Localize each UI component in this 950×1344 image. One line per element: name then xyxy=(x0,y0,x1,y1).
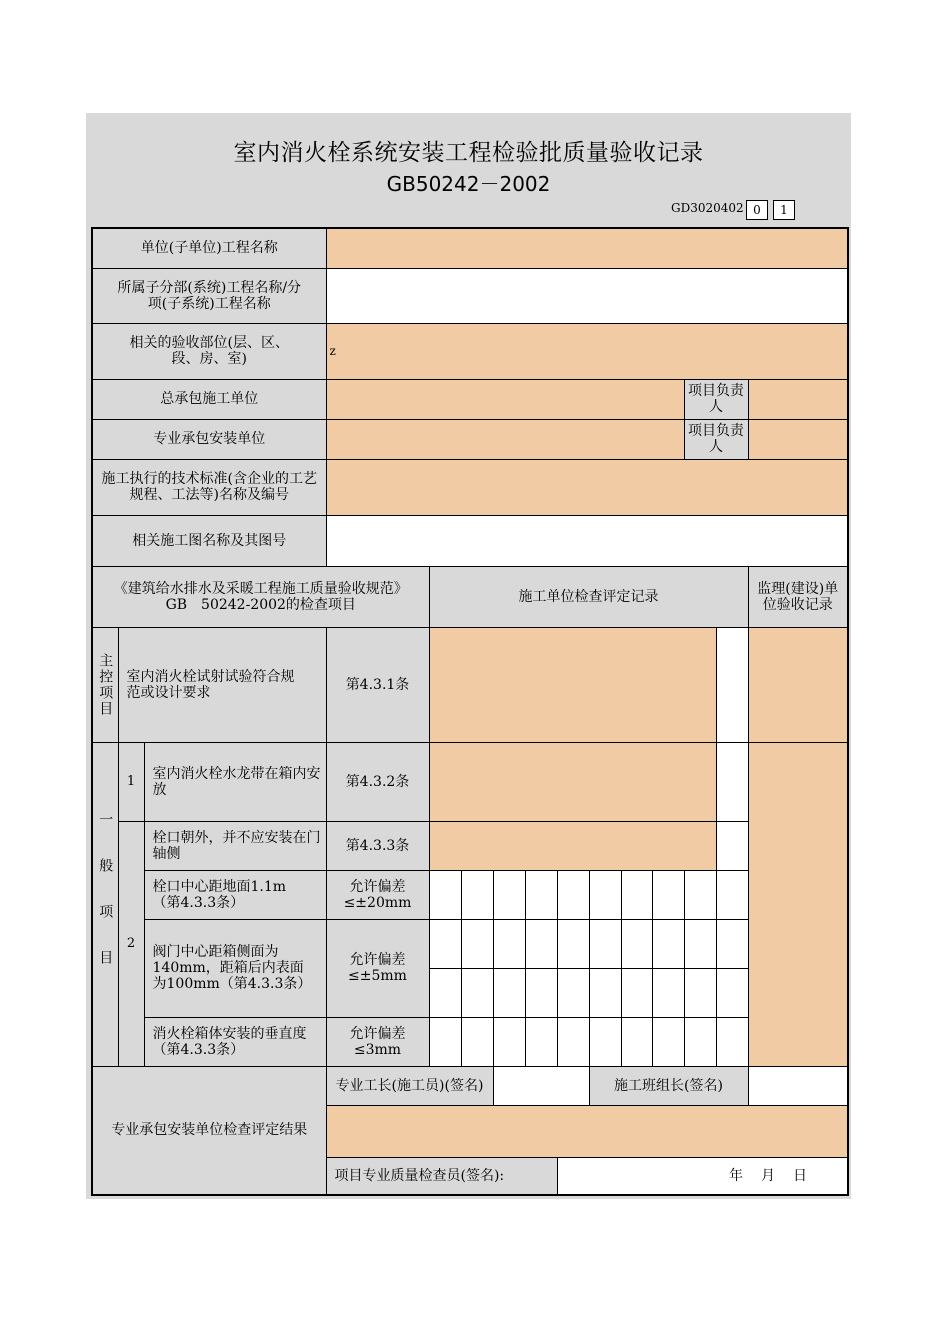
general-label: 一般项目 xyxy=(92,742,118,1066)
item-number: 2 xyxy=(118,821,144,1066)
measure-cell[interactable] xyxy=(557,919,589,968)
team-leader-label: 施工班组长(签名) xyxy=(589,1066,748,1105)
general-contractor-label: 总承包施工单位 xyxy=(92,379,326,419)
measure-cell[interactable] xyxy=(525,968,557,1017)
project-manager-field[interactable] xyxy=(748,379,848,419)
item-text: 室内消火栓水龙带在箱内安放 xyxy=(144,742,326,821)
contractor-record-header: 施工单位检查评定记录 xyxy=(429,566,748,627)
measure-cell[interactable] xyxy=(716,968,748,1017)
measure-cell[interactable] xyxy=(621,1017,652,1066)
measure-cell[interactable] xyxy=(493,968,525,1017)
measure-cell[interactable] xyxy=(684,870,716,919)
page-title: 室内消火栓系统安装工程检验批质量验收记录 xyxy=(233,140,704,166)
date-line: 年 月 日 xyxy=(729,1167,807,1184)
item-text: 消火栓箱体安装的垂直度 （第4.3.3条） xyxy=(144,1017,326,1066)
measure-cell[interactable] xyxy=(716,1017,748,1066)
measure-cell[interactable] xyxy=(429,968,461,1017)
project-manager-field-2[interactable] xyxy=(748,419,848,459)
measure-cell[interactable] xyxy=(557,870,589,919)
item-clause: 第4.3.1条 xyxy=(326,627,429,742)
inspector-label: 项目专业质量检查员(签名): xyxy=(326,1157,557,1195)
measure-cell[interactable] xyxy=(461,968,493,1017)
measure-cell[interactable] xyxy=(652,919,684,968)
measure-cell[interactable] xyxy=(493,870,525,919)
code-digit-1[interactable]: 0 xyxy=(746,200,768,220)
measure-cell[interactable] xyxy=(461,870,493,919)
measure-cell[interactable] xyxy=(716,870,748,919)
tech-standard-label: 施工执行的技术标准(含企业的工艺规程、工法等)名称及编号 xyxy=(92,459,326,515)
item-text: 栓口朝外，并不应安装在门轴侧 xyxy=(144,821,326,870)
project-manager-label-2: 项目负责人 xyxy=(684,419,748,459)
item-text: 阀门中心距箱侧面为140mm，距箱后内表面为100mm（第4.3.3条） xyxy=(144,919,326,1017)
supervisor-cell[interactable] xyxy=(748,627,848,742)
drawing-field[interactable] xyxy=(326,515,848,566)
specialty-contractor-field[interactable] xyxy=(326,419,684,459)
measure-cell[interactable] xyxy=(652,1017,684,1066)
item-clause: 第4.3.3条 xyxy=(326,821,429,870)
measure-cell[interactable] xyxy=(493,919,525,968)
measure-cell[interactable] xyxy=(621,870,652,919)
measure-cell[interactable] xyxy=(525,1017,557,1066)
item-text: 室内消火栓试射试验符合规范或设计要求 xyxy=(118,627,326,742)
measure-cell[interactable] xyxy=(652,870,684,919)
measure-cell[interactable] xyxy=(621,968,652,1017)
project-manager-label: 项目负责人 xyxy=(684,379,748,419)
result-field[interactable] xyxy=(326,1105,848,1157)
item-tolerance: 允许偏差≤±20mm xyxy=(326,870,429,919)
inspector-date-field[interactable] xyxy=(557,1157,848,1195)
measure-cell[interactable] xyxy=(621,919,652,968)
measure-cell[interactable] xyxy=(557,1017,589,1066)
form-code: GD3020402 xyxy=(671,201,744,215)
subdivision-field[interactable] xyxy=(326,268,848,323)
main-control-label: 主控项目 xyxy=(92,627,118,742)
record-cell[interactable] xyxy=(429,821,716,870)
foreman-label: 专业工长(施工员)(签名) xyxy=(326,1066,493,1105)
record-cell[interactable] xyxy=(716,742,748,821)
record-cell[interactable] xyxy=(429,627,716,742)
standard-code: GB50242－2002 xyxy=(386,172,551,196)
measure-cell[interactable] xyxy=(461,919,493,968)
inspection-form xyxy=(91,227,849,1196)
item-tolerance: 允许偏差≤3mm xyxy=(326,1017,429,1066)
measure-cell[interactable] xyxy=(525,870,557,919)
measure-cell[interactable] xyxy=(684,968,716,1017)
measure-cell[interactable] xyxy=(652,968,684,1017)
location-label: 相关的验收部位(层、区、段、房、室) xyxy=(92,323,326,379)
item-text: 栓口中心距地面1.1m（第4.3.3条） xyxy=(144,870,326,919)
tech-standard-field[interactable] xyxy=(326,459,848,515)
measure-cell[interactable] xyxy=(557,968,589,1017)
measure-cell[interactable] xyxy=(684,919,716,968)
measure-cell[interactable] xyxy=(461,1017,493,1066)
record-cell[interactable] xyxy=(429,742,716,821)
measure-cell[interactable] xyxy=(684,1017,716,1066)
measure-cell[interactable] xyxy=(525,919,557,968)
specialty-contractor-label: 专业承包安装单位 xyxy=(92,419,326,459)
code-digit-2[interactable]: 1 xyxy=(773,200,795,220)
unit-project-label: 单位(子单位)工程名称 xyxy=(92,228,326,268)
measure-cell[interactable] xyxy=(493,1017,525,1066)
measure-cell[interactable] xyxy=(589,870,621,919)
supervisor-header: 监理(建设)单位验收记录 xyxy=(748,566,848,627)
result-label: 专业承包安装单位检查评定结果 xyxy=(92,1066,326,1195)
measure-cell[interactable] xyxy=(716,919,748,968)
measure-cell[interactable] xyxy=(589,919,621,968)
measure-cell[interactable] xyxy=(429,870,461,919)
supervisor-cell[interactable] xyxy=(748,742,848,1066)
item-tolerance: 允许偏差≤±5mm xyxy=(326,919,429,1017)
measure-cell[interactable] xyxy=(589,1017,621,1066)
measure-cell[interactable] xyxy=(429,1017,461,1066)
measure-cell[interactable] xyxy=(429,919,461,968)
unit-project-field[interactable] xyxy=(326,228,848,268)
item-clause: 第4.3.2条 xyxy=(326,742,429,821)
record-cell[interactable] xyxy=(716,627,748,742)
subdivision-label: 所属子分部(系统)工程名称/分项(子系统)工程名称 xyxy=(92,268,326,323)
item-number: 1 xyxy=(118,742,144,821)
foreman-signature-field[interactable] xyxy=(493,1066,589,1105)
team-leader-signature-field[interactable] xyxy=(748,1066,848,1105)
general-contractor-field[interactable] xyxy=(326,379,684,419)
spec-header: 《建筑给水排水及采暖工程施工质量验收规范》 GB 50242-2002的检查项目 xyxy=(92,566,429,627)
measure-cell[interactable] xyxy=(589,968,621,1017)
location-field[interactable]: z xyxy=(326,323,848,379)
record-cell[interactable] xyxy=(716,821,748,870)
drawing-label: 相关施工图名称及其图号 xyxy=(92,515,326,566)
